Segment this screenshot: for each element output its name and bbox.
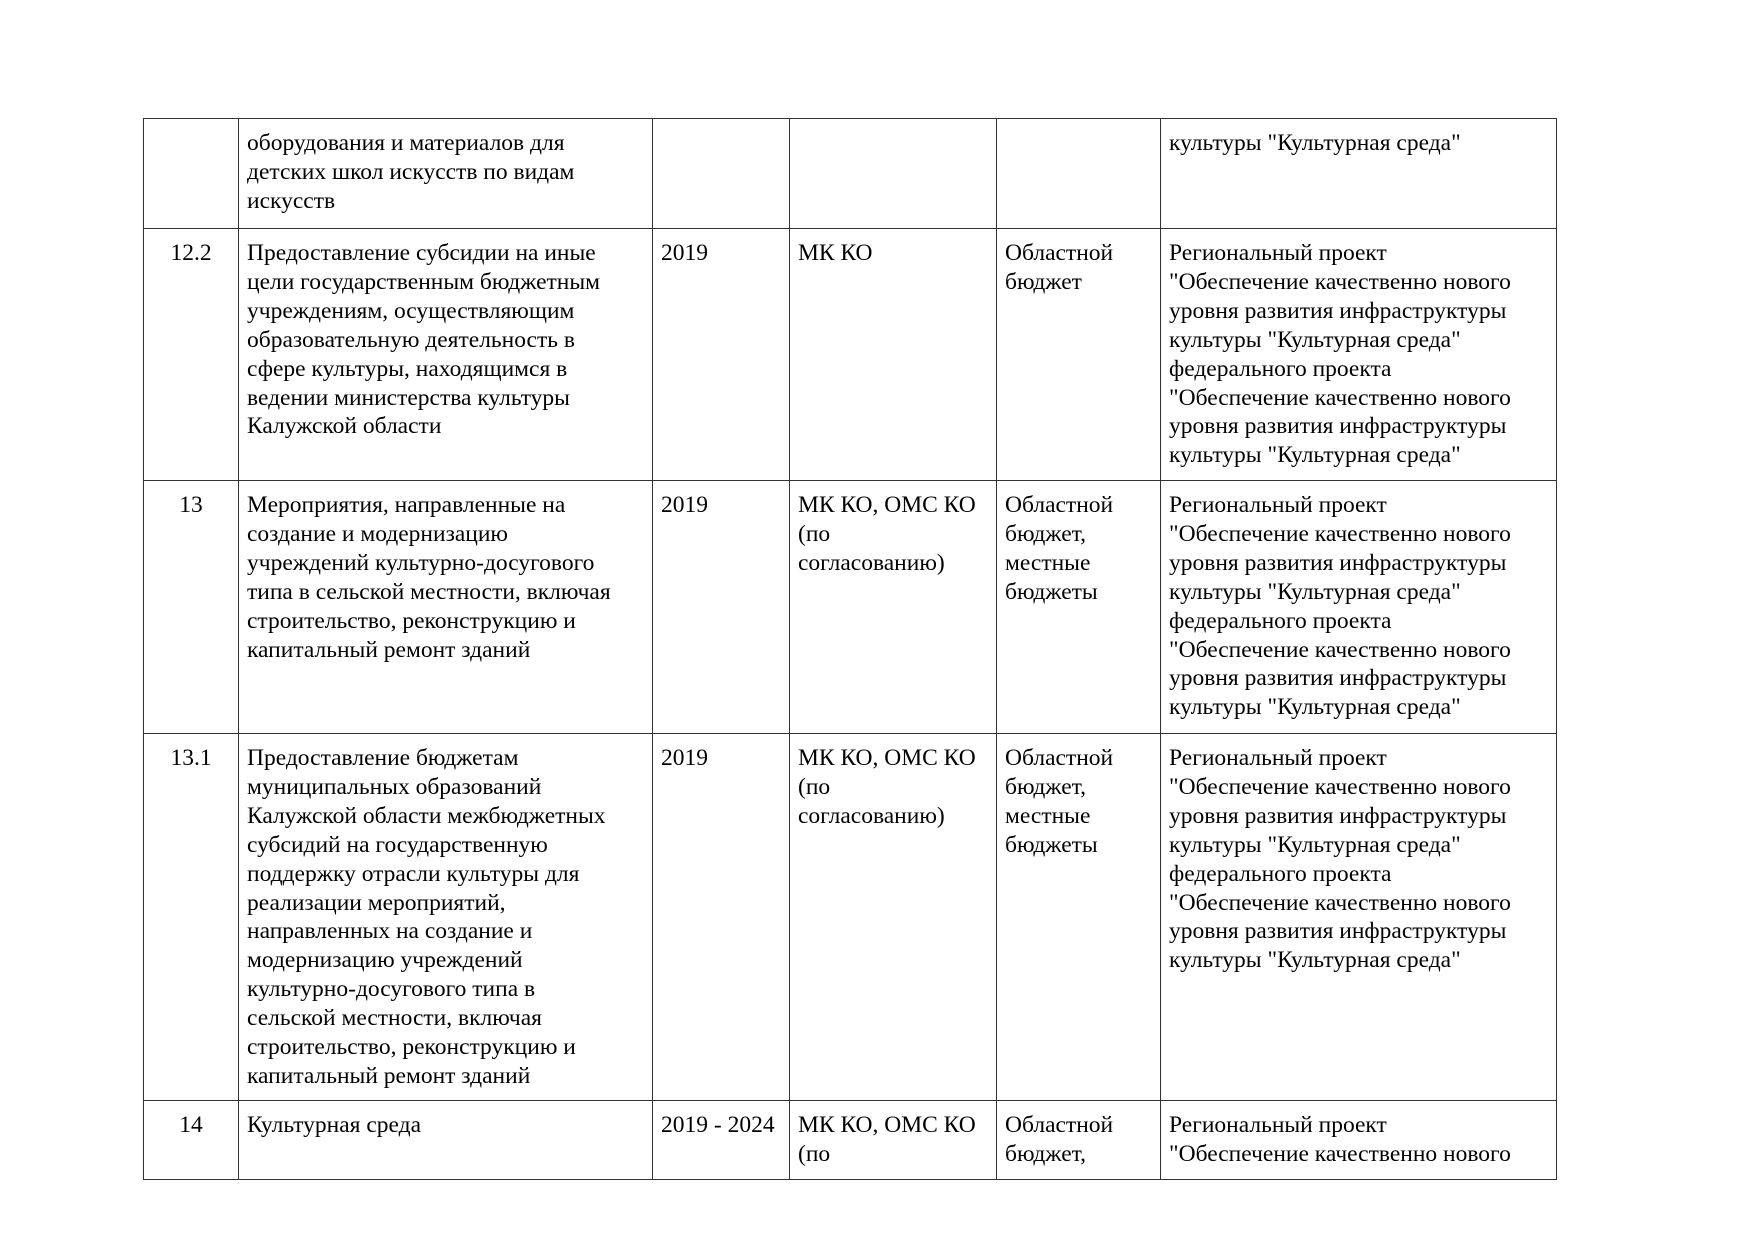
cell-text-line: культуры "Культурная среда" [1169, 947, 1461, 974]
cell-text-line: бюджет, [1005, 520, 1087, 547]
cell-text-line: уровня развития инфраструктуры [1169, 918, 1507, 945]
cell-project [1161, 481, 1557, 734]
cell-text-line: строительство, реконструкцию и [247, 607, 576, 634]
cell-text-line: Областной [1005, 1112, 1114, 1138]
cell-text-line: модернизацию учреждений [247, 947, 523, 974]
cell-project [1161, 1101, 1557, 1180]
cell-measure-name [239, 1101, 653, 1180]
cell-text-line: ведении министерства культуры [247, 384, 570, 411]
cell-text-line: "Обеспечение качественно нового [1169, 384, 1511, 411]
cell-period [653, 481, 790, 734]
cell-project [1161, 119, 1557, 229]
cell-text-line: "Обеспечение качественно нового [1169, 773, 1511, 800]
cell-text-line: 2019 [661, 492, 708, 518]
cell-period [653, 119, 790, 229]
cell-funding-source [997, 734, 1161, 1101]
cell-measure-name [239, 734, 653, 1101]
table-row [144, 734, 1557, 1101]
measures-table [143, 118, 1557, 1180]
cell-text-line: Калужской области [247, 413, 442, 440]
cell-text-line: культурно-досугового типа в [247, 976, 536, 1003]
cell-measure-name [239, 119, 653, 229]
cell-text-line: МК КО, ОМС КО [798, 1112, 976, 1138]
cell-text-line: "Обеспечение качественно нового [1169, 520, 1511, 547]
cell-text-line: согласованию) [798, 549, 945, 576]
cell-text-line: культуры "Культурная среда" [1169, 578, 1461, 605]
cell-number: 13.1 [144, 734, 239, 1101]
cell-text-line: местные [1005, 549, 1091, 576]
cell-text-line: поддержку отрасли культуры для [247, 860, 580, 887]
cell-executor [790, 734, 997, 1101]
cell-text-line: Мероприятия, направленные на [247, 492, 566, 518]
cell-text-line: федерального проекта [1169, 355, 1392, 382]
cell-text-line: МК КО, ОМС КО [798, 745, 976, 771]
cell-text-line: муниципальных образований [247, 773, 542, 800]
cell-text-line: культуры "Культурная среда" [1169, 130, 1461, 156]
cell-measure-name [239, 481, 653, 734]
cell-text-line: культуры "Культурная среда" [1169, 694, 1461, 721]
cell-text-line: бюджет, [1005, 1140, 1087, 1167]
cell-text-line: "Обеспечение качественно нового [1169, 268, 1511, 295]
cell-measure-name [239, 229, 653, 481]
cell-text-line: уровня развития инфраструктуры [1169, 549, 1507, 576]
cell-text-line: бюджет, [1005, 773, 1087, 800]
cell-text-line: Культурная среда [247, 1112, 422, 1138]
cell-number: 14 [144, 1101, 239, 1180]
table-row [144, 481, 1557, 734]
table-body [144, 119, 1557, 1180]
cell-text-line: Калужской области межбюджетных [247, 802, 606, 829]
cell-text-line: учреждениям, осуществляющим [247, 297, 575, 324]
cell-text-line: уровня развития инфраструктуры [1169, 802, 1507, 829]
cell-text-line: сельской местности, включая [247, 1005, 542, 1032]
cell-text-line: создание и модернизацию [247, 520, 508, 547]
cell-text-line: бюджет [1005, 268, 1082, 295]
cell-executor [790, 119, 997, 229]
cell-text-line: "Обеспечение качественно нового [1169, 636, 1511, 663]
cell-text-line: учреждений культурно-досугового [247, 549, 595, 576]
cell-text-line: (по [798, 520, 831, 547]
cell-text-line: сфере культуры, находящимся в [247, 355, 568, 382]
cell-text-line: бюджеты [1005, 831, 1098, 858]
cell-text-line: капитальный ремонт зданий [247, 636, 531, 663]
cell-text-line: (по [798, 773, 831, 800]
cell-text-line: Областной [1005, 492, 1114, 518]
cell-text-line: "Обеспечение качественно нового [1169, 1140, 1511, 1167]
cell-text-line: местные [1005, 802, 1091, 829]
cell-text-line: культуры "Культурная среда" [1169, 326, 1461, 353]
cell-executor [790, 481, 997, 734]
cell-text-line: согласованию) [798, 802, 945, 829]
cell-text-line: уровня развития инфраструктуры [1169, 297, 1507, 324]
cell-number [144, 119, 239, 229]
cell-text-line: (по [798, 1140, 831, 1167]
cell-text-line: 2019 [661, 240, 708, 266]
cell-funding-source [997, 229, 1161, 481]
cell-text-line: субсидий на государственную [247, 831, 548, 858]
cell-text-line: Региональный проект [1169, 745, 1387, 771]
cell-funding-source [997, 481, 1161, 734]
cell-text-line: Региональный проект [1169, 1112, 1387, 1138]
cell-executor [790, 1101, 997, 1180]
cell-text-line: направленных на создание и [247, 918, 533, 945]
cell-number: 13 [144, 481, 239, 734]
cell-text-line: уровня развития инфраструктуры [1169, 413, 1507, 440]
cell-text-line: строительство, реконструкцию и [247, 1034, 576, 1061]
cell-text-line: типа в сельской местности, включая [247, 578, 611, 605]
cell-text-line: оборудования и материалов для [247, 130, 565, 156]
cell-text-line: 2019 [661, 745, 708, 771]
cell-text-line: "Обеспечение качественно нового [1169, 889, 1511, 916]
cell-text-line: Региональный проект [1169, 492, 1387, 518]
table-row [144, 119, 1557, 229]
cell-project [1161, 734, 1557, 1101]
cell-period [653, 1101, 790, 1180]
cell-text-line: детских школ искусств по видам [247, 158, 575, 185]
cell-funding-source [997, 1101, 1161, 1180]
cell-text-line: культуры "Культурная среда" [1169, 442, 1461, 469]
cell-text-line: 2019 - 2024 [661, 1112, 775, 1138]
cell-text-line: Предоставление субсидии на иные [247, 240, 596, 266]
cell-text-line: МК КО [798, 240, 873, 266]
cell-text-line: федерального проекта [1169, 607, 1392, 634]
cell-text-line: образовательную деятельность в [247, 326, 575, 353]
cell-text-line: реализации мероприятий, [247, 889, 506, 916]
cell-text-line: Региональный проект [1169, 240, 1387, 266]
cell-period [653, 734, 790, 1101]
table-row [144, 1101, 1557, 1180]
table-row [144, 229, 1557, 481]
cell-text-line: уровня развития инфраструктуры [1169, 665, 1507, 692]
cell-text-line: культуры "Культурная среда" [1169, 831, 1461, 858]
cell-text-line: цели государственным бюджетным [247, 268, 601, 295]
cell-text-line: Областной [1005, 745, 1114, 771]
cell-executor [790, 229, 997, 481]
cell-text-line: МК КО, ОМС КО [798, 492, 976, 518]
cell-number: 12.2 [144, 229, 239, 481]
cell-text-line: бюджеты [1005, 578, 1098, 605]
cell-funding-source [997, 119, 1161, 229]
cell-text-line: федерального проекта [1169, 860, 1392, 887]
cell-text-line: Предоставление бюджетам [247, 745, 519, 771]
cell-period [653, 229, 790, 481]
cell-project [1161, 229, 1557, 481]
cell-text-line: капитальный ремонт зданий [247, 1062, 531, 1089]
cell-text-line: искусств [247, 187, 336, 214]
cell-text-line: Областной [1005, 240, 1114, 266]
